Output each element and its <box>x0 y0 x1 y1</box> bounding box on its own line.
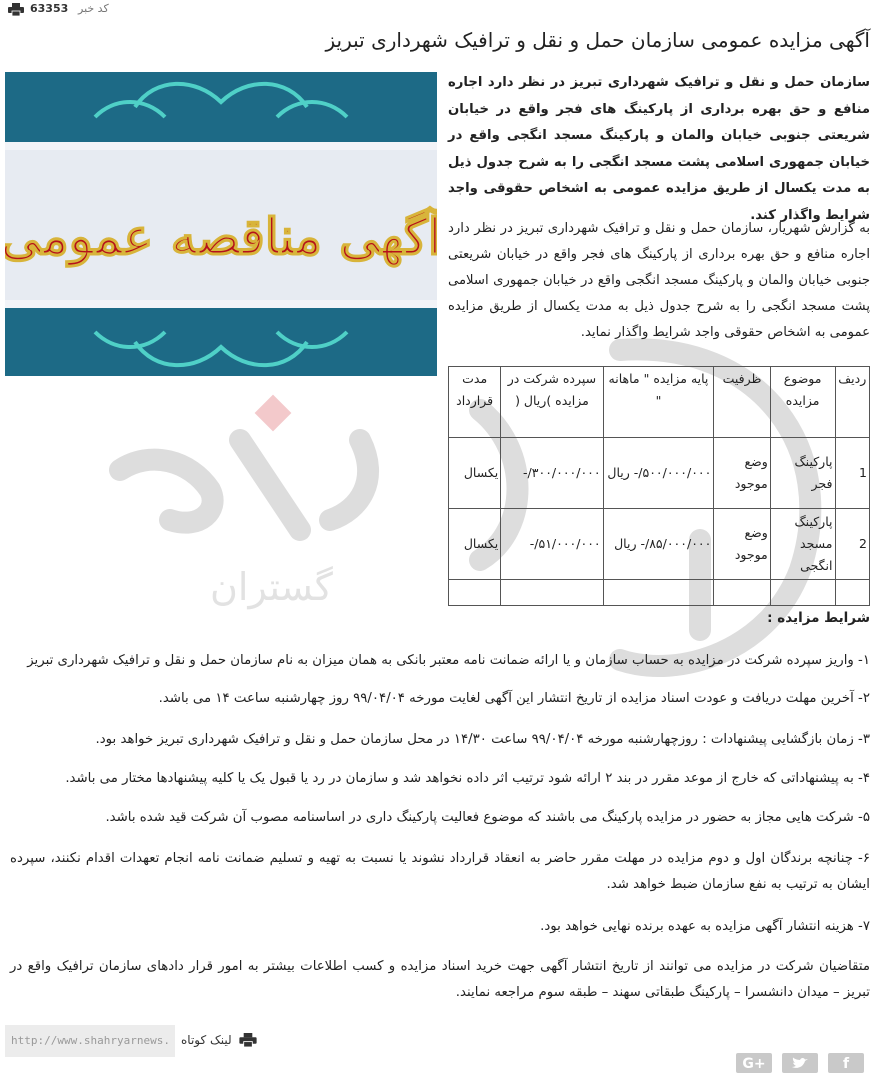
condition-item: ۳- زمان بازگشایی پیشنهادات : روزچهارشنبه مورخه ۹۹/۰۴/۰۴ ساعت ۱۴/۳۰ در محل سازمان حمل و نقل و ترافیک شهرداری تبریز خواهد بود. <box>95 732 870 747</box>
cell-duration: یکسال <box>449 437 501 508</box>
condition-item: ۱- واریز سپرده شرکت در مزایده به حساب سازمان و یا ارائه ضمانت نامه معتبر بانکی به همان میزان به نام سازمان حمل و نقل و ترافیک شهرداری تبریز <box>27 653 870 668</box>
short-link-bar <box>5 1023 305 1059</box>
conditions-heading: شرایط مزایده : <box>767 610 870 626</box>
cell-duration: یکسال <box>449 508 501 579</box>
article-title: آگهی مزایده عمومی سازمان حمل و نقل و ترافیک شهرداری تبریز <box>325 28 870 52</box>
cell-base-price: ۵۰۰/۰۰۰/۰۰۰/- ریال <box>603 437 714 508</box>
cell-subject: پارکینگ مسجد انگجی <box>770 508 835 579</box>
short-link-input[interactable] <box>5 1025 175 1057</box>
banner-text: آگهی مناقصه عمومی <box>5 207 437 266</box>
header-capacity: ظرفیت <box>714 367 770 438</box>
banner-image <box>5 72 437 376</box>
cell-row-number: 2 <box>835 508 870 579</box>
table-row <box>449 508 870 579</box>
condition-item: ۵- شرکت هایی مجاز به حضور در مزایده پارکینگ می باشند که موضوع فعالیت پارکینگ داری در اساسنامه مصوب آن شرکت قید شده باشد. <box>105 810 870 825</box>
cell-capacity: وضع موجود <box>714 508 770 579</box>
condition-item: ۶- چنانچه برندگان اول و دوم مزایده در مهلت مقرر حاضر به انعقاد قرارداد نشوند یا نسبت به تهیه و تسلیم ضمانت نامه انجام تعهدات اقدام نکنند، سپرده ایشان به ترتیب به نفع سازمان ضبط خواهد شد. <box>10 851 870 892</box>
cell-capacity: وضع موجود <box>714 437 770 508</box>
svg-text:گستران: گستران <box>210 565 333 609</box>
cell-deposit: ۵۱/۰۰۰/۰۰۰/- <box>501 508 603 579</box>
print-icon[interactable] <box>8 3 24 16</box>
table-empty-row <box>449 579 870 605</box>
cell-deposit: ۳۰۰/۰۰۰/۰۰۰/- <box>501 437 603 508</box>
print-icon[interactable] <box>239 1033 257 1047</box>
condition-item: ۷- هزینه انتشار آگهی مزایده به عهده برنده نهایی خواهد بود. <box>540 919 870 934</box>
auction-table <box>448 366 870 606</box>
condition-item: ۲- آخرین مهلت دریافت و عودت اسناد مزایده از تاریخ انتشار این آگهی لغایت مورخه ۹۹/۰۴/۰۴ روز چهارشنبه ساعت ۱۴ می باشد. <box>158 691 870 706</box>
header-subject: موضوع مزایده <box>770 367 835 438</box>
google-plus-button[interactable]: G+ <box>736 1053 772 1073</box>
cell-subject: پارکینگ فجر <box>770 437 835 508</box>
table-header-row <box>449 367 870 438</box>
header-deposit: سپرده شرکت در مزایده )ریال ( <box>501 367 603 438</box>
article-lead: سازمان حمل و نقل و ترافیک شهرداری تبریز در نظر دارد اجاره منافع و حق بهره برداری از پارکینگ های فجر واقع در خیابان شریعتی جنوبی خیابان والمان و پارکینگ مسجد انگجی واقع در خیابان جمهوری اسلامی پشت مسجد انگجی را به شرح جدول ذیل به مدت یکسال از طریق مزایده عمومی به اشخاص حقوقی واجد شرایط واگذار کند. <box>448 75 870 223</box>
news-code-label: کد خبر <box>78 2 109 15</box>
facebook-button[interactable]: f <box>828 1053 864 1073</box>
news-code-bar <box>0 0 210 20</box>
short-link-label[interactable]: لینک کوتاه <box>181 1033 232 1047</box>
news-code-value: 63353 <box>30 2 69 15</box>
condition-item: ۴- به پیشنهاداتی که خارج از موعد مقرر در بند ۲ ارائه شود ترتیب اثر داده نخواهد شد و سازمان در رد یا قبول یک یا کلیه پیشنهادها مختار می باشد. <box>65 771 870 786</box>
cell-row-number: 1 <box>835 437 870 508</box>
table-row <box>449 437 870 508</box>
header-duration: مدت قرارداد <box>449 367 501 438</box>
twitter-button[interactable] <box>782 1053 818 1073</box>
article-paragraph: به گزارش شهریار، سازمان حمل و نقل و ترافیک شهرداری تبریز در نظر دارد اجاره منافع و حق بهره برداری از پارکینگ های فجر واقع در خیابان شریعتی جنوبی خیابان والمان و پارکینگ مسجد انگجی واقع در خیابان جمهوری اسلامی پشت مسجد انگجی را به شرح جدول ذیل به مدت یکسال از طریق مزایده عمومی به اشخاص حقوقی واجد شرایط واگذار نماید. <box>448 221 870 340</box>
cell-base-price: ۸۵/۰۰۰/۰۰۰/- ریال <box>603 508 714 579</box>
header-row-number: ردیف <box>835 367 870 438</box>
header-base-price: پایه مزایده " ماهانه " <box>603 367 714 438</box>
closing-paragraph: متقاضیان شرکت در مزایده می توانند از تاریخ انتشار آگهی جهت خرید اسناد مزایده و کسب اطلاعات بیشتر به امور قرار دادهای سازمان ترافیک واقع در تبریز – میدان دانشسرا – پارکینگ طبقاتی سهند – طبقه سوم مراجعه نمایند. <box>10 959 870 1000</box>
